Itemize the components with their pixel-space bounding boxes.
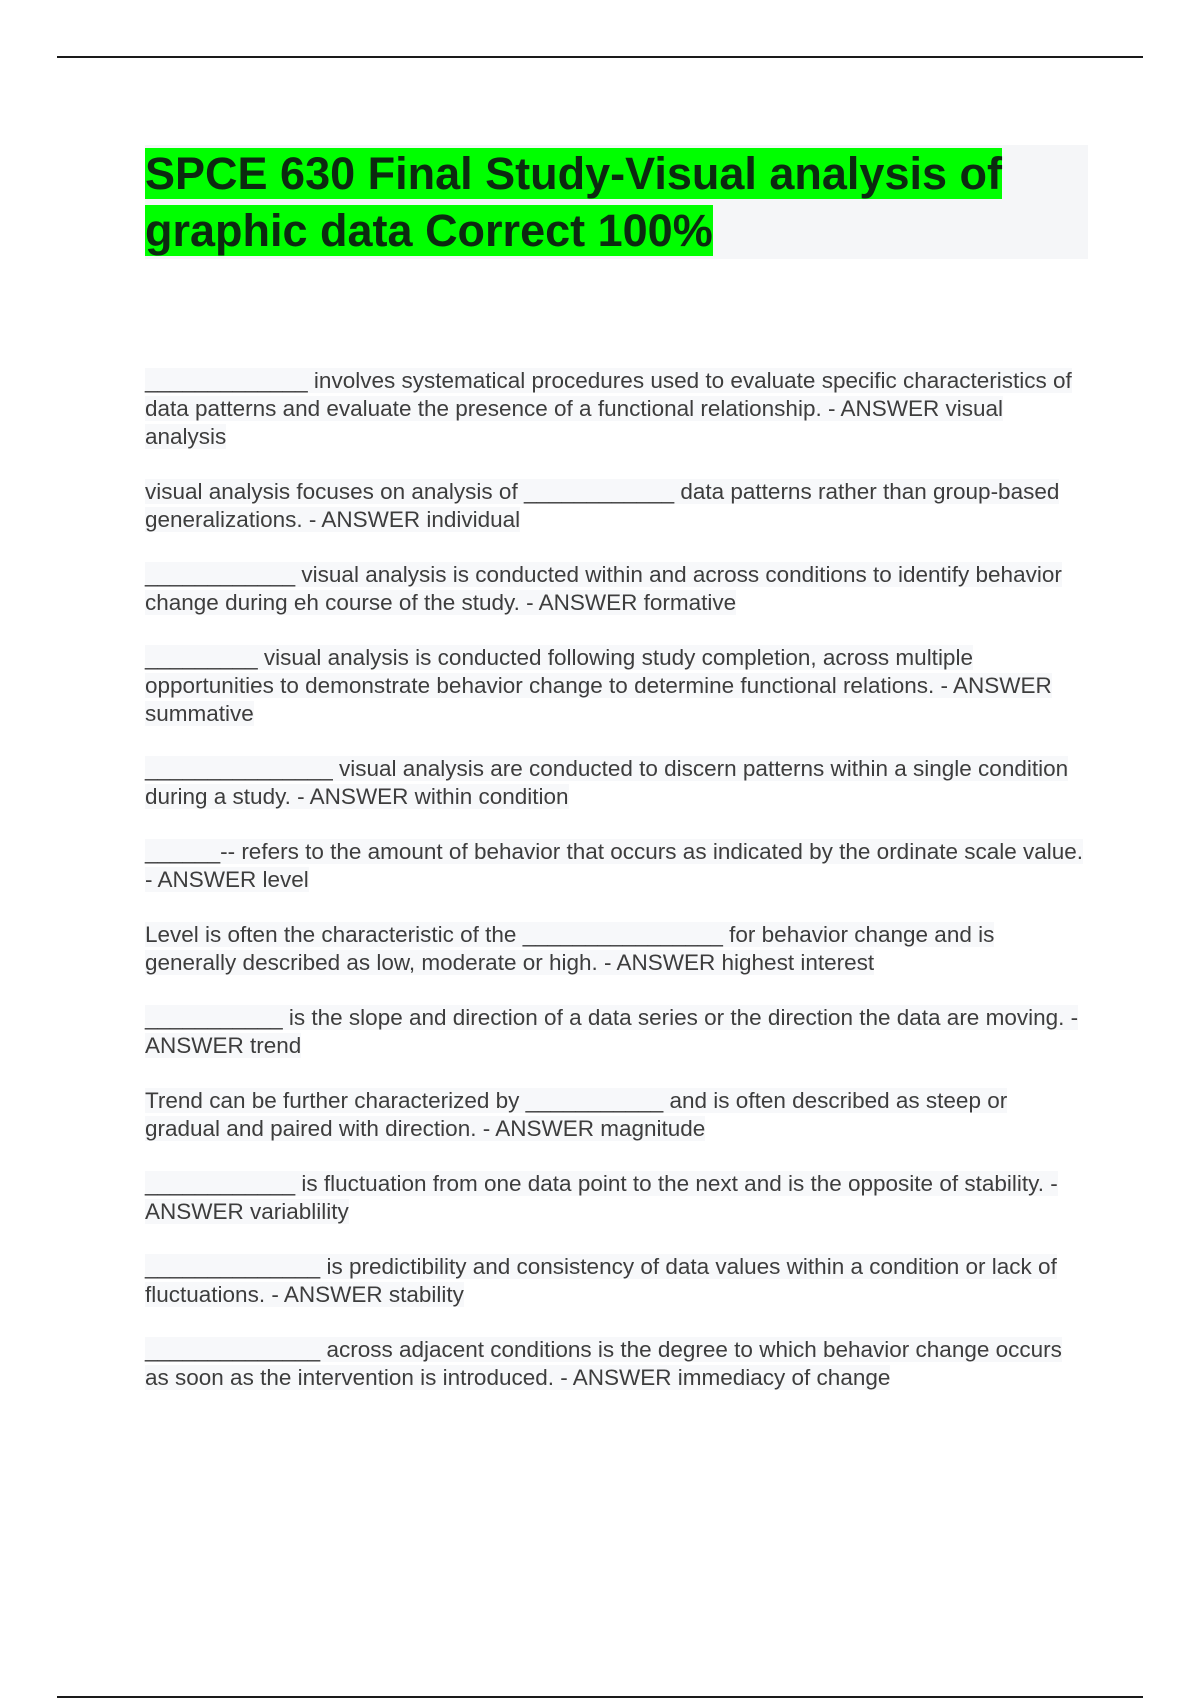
qa-item-text: visual analysis focuses on analysis of ____________ data patterns rather than group-based generalizations. - ANSWER individual [145,479,1060,532]
document-title-text: SPCE 630 Final Study-Visual analysis of graphic data Correct 100% [145,148,1002,256]
qa-item [145,1253,1088,1309]
qa-item [145,561,1088,617]
title-block [145,145,1088,259]
qa-item [145,1336,1088,1392]
qa-item-text: ____________ visual analysis is conducted within and across conditions to identify behavior change during eh course of the study. - ANSWER formative [145,562,1062,615]
qa-item [145,755,1088,811]
qa-item-text: Level is often the characteristic of the ________________ for behavior change and is generally described as low, moderate or high. - ANSWER highest interest [145,922,995,975]
qa-item-text: Trend can be further characterized by ___________ and is often described as steep or gradual and paired with direction. - ANSWER magnitude [145,1088,1008,1141]
qa-item [145,1170,1088,1226]
qa-item-text: ___________ is the slope and direction of a data series or the direction the data are moving. - ANSWER trend [145,1005,1079,1058]
qa-item [145,921,1088,977]
qa-item [145,1004,1088,1060]
qa-item-text: ______-- refers to the amount of behavior that occurs as indicated by the ordinate scale value. - ANSWER level [145,839,1084,892]
document-title [145,145,1088,259]
qa-item [145,1087,1088,1143]
qa-item [145,644,1088,728]
qa-item-text: _____________ involves systematical procedures used to evaluate specific characteristics of data patterns and evaluate the presence of a functional relationship. - ANSWER visual analysis [145,368,1072,449]
qa-item [145,367,1088,451]
footer-rule [57,1696,1143,1698]
qa-list [145,367,1088,1419]
qa-item-text: _________ visual analysis is conducted following study completion, across multiple opportunities to demonstrate behavior change to determine functional relations. - ANSWER summative [145,645,1052,726]
qa-item [145,838,1088,894]
qa-item-text: _______________ visual analysis are conducted to discern patterns within a single condition during a study. - ANSWER within condition [145,756,1069,809]
qa-item [145,478,1088,534]
header-rule [57,56,1143,58]
qa-item-text: ____________ is fluctuation from one data point to the next and is the opposite of stability. - ANSWER variablility [145,1171,1058,1224]
qa-item-text: ______________ across adjacent conditions is the degree to which behavior change occurs as soon as the intervention is introduced. - ANSWER immediacy of change [145,1337,1062,1390]
qa-item-text: ______________ is predictibility and consistency of data values within a condition or lack of fluctuations. - ANSWER stability [145,1254,1057,1307]
